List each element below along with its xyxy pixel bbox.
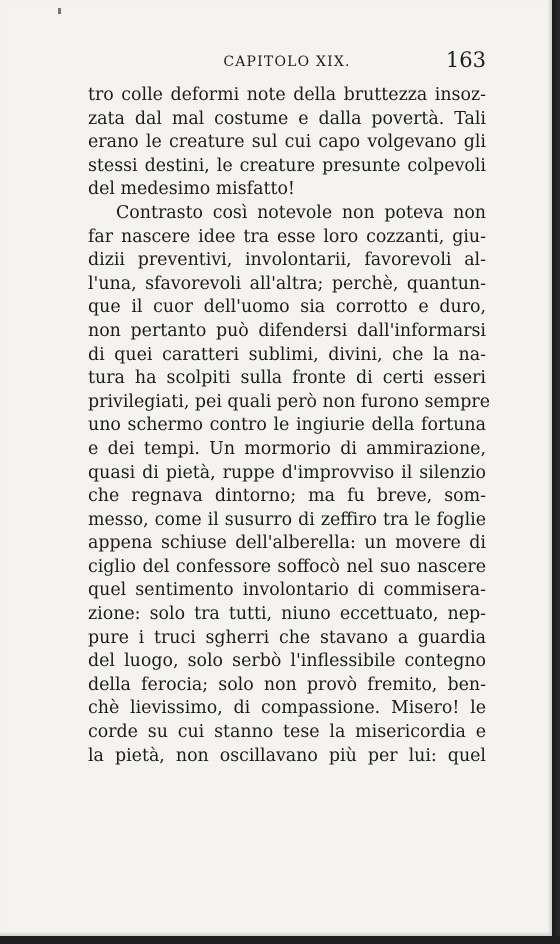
text-line: del luogo, solo serbò l'inflessibile contegno: [88, 651, 486, 672]
text-line: erano le creature sul cui capo volgevano gli: [88, 132, 486, 153]
text-line: la pietà, non oscillavano più per lui: quel: [88, 745, 486, 766]
text-line: far nascere idee tra esse loro cozzanti, giu-: [88, 226, 486, 247]
text-line: ciglio del confessore soffocò nel suo nascere: [88, 556, 486, 577]
scan-edge-bottom: [0, 936, 560, 944]
text-line: non pertanto può difendersi dall'informarsi: [88, 320, 486, 341]
text-line: quel sentimento involontario di commisera-: [88, 580, 486, 601]
text-line: corde su cui stanno tese la misericordia e: [88, 722, 486, 743]
text-line: privilegiati, pei quali però non furono sempre: [88, 391, 490, 412]
text-line: del medesimo misfatto!: [88, 179, 295, 200]
scan-edge-right: [552, 0, 560, 944]
text-line: quasi di pietà, ruppe d'improvviso il silenzio: [88, 462, 486, 483]
text-line: appena schiuse dell'alberella: un movere di: [88, 533, 486, 554]
text-line: zione: solo tra tutti, niuno eccettuato, nep-: [88, 604, 486, 625]
text-line: chè lievissimo, di compassione. Misero! le: [88, 698, 486, 719]
text-line: l'una, sfavorevoli all'altra; perchè, quantun-: [88, 273, 486, 294]
text-line: della ferocia; solo non provò fremito, ben-: [88, 674, 486, 695]
text-line: uno schermo contro le ingiurie della fortuna: [88, 415, 486, 436]
print-speck: [58, 8, 61, 14]
text-line: que il cuor dell'uomo sia corrotto e duro,: [88, 297, 486, 318]
text-line: Contrasto così notevole non poteva non: [116, 202, 486, 223]
text-line: zata dal mal costume e dalla povertà. Tali: [88, 108, 486, 129]
text-line: messo, come il susurro di zeffiro tra le foglie: [88, 509, 486, 530]
running-head: [88, 50, 486, 76]
text-line: che regnava dintorno; ma fu breve, som-: [88, 486, 486, 507]
chapter-heading: CAPITOLO XIX.: [223, 54, 351, 70]
page-number: 163: [445, 48, 486, 72]
text-line: pure i truci sgherri che stavano a guardia: [88, 627, 486, 648]
text-line: tura ha scolpiti sulla fronte di certi esseri: [88, 368, 486, 389]
text-line: e dei tempi. Un mormorio di ammirazione,: [88, 438, 486, 459]
body-text: [88, 84, 490, 768]
text-line: stessi destini, le creature presunte colpevoli: [88, 155, 486, 176]
text-line: tro colle deformi note della bruttezza insoz-: [88, 85, 486, 105]
text-line: di quei caratteri sublimi, divini, che la na-: [88, 344, 486, 365]
text-line: dizii preventivi, involontarii, favorevoli al-: [88, 250, 486, 271]
